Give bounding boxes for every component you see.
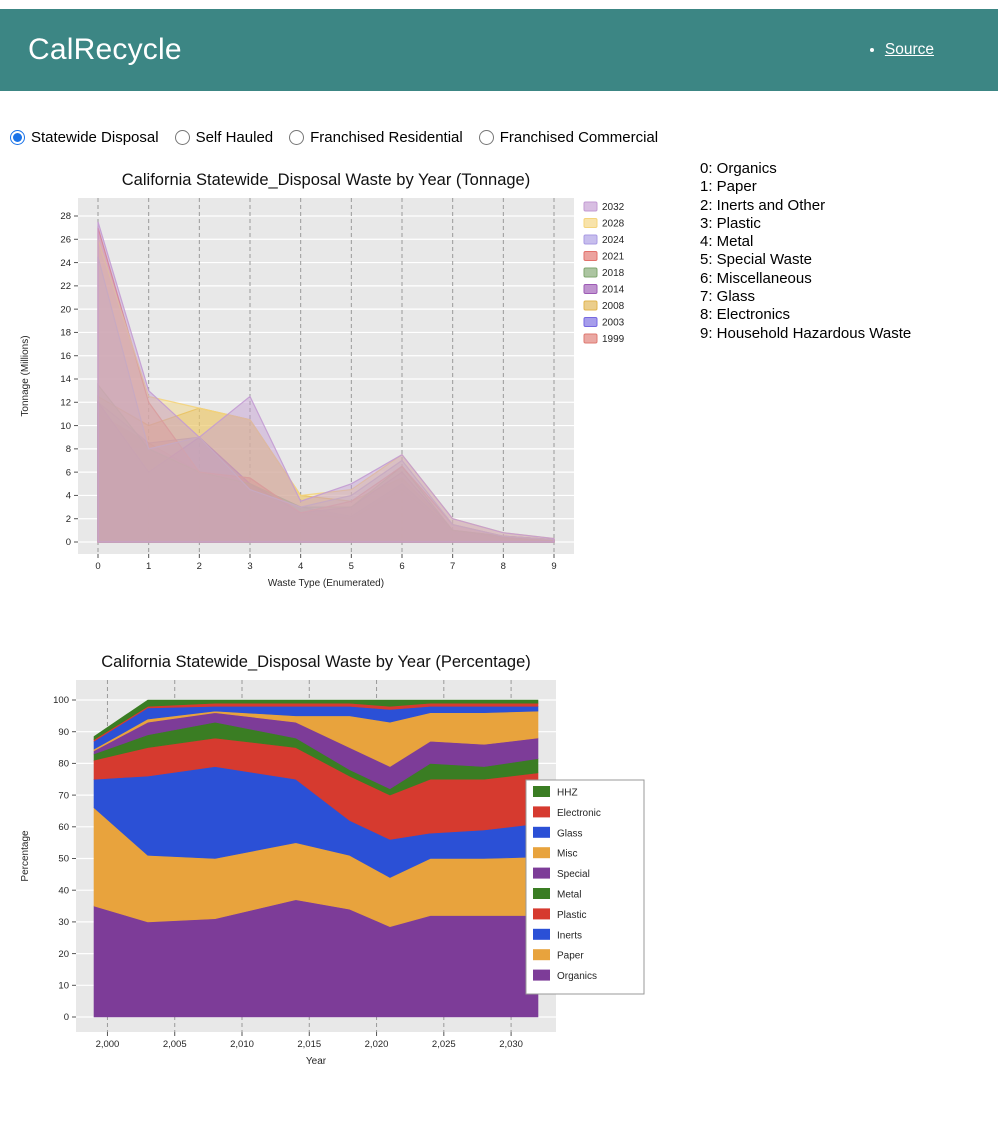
svg-text:12: 12 bbox=[60, 397, 71, 409]
svg-text:2,010: 2,010 bbox=[230, 1039, 254, 1050]
legend-label: 2018 bbox=[602, 268, 625, 279]
tonnage-chart bbox=[14, 158, 700, 610]
main-content bbox=[0, 158, 998, 1083]
app-title: CalRecycle bbox=[28, 33, 182, 66]
radio-label-text: Franchised Commercial bbox=[499, 129, 659, 146]
legend-label: 2032 bbox=[602, 202, 625, 213]
radio-input-self-hauled[interactable] bbox=[175, 130, 190, 145]
waste-key-item: 2: Inerts and Other bbox=[700, 196, 826, 214]
svg-text:3: 3 bbox=[247, 561, 253, 572]
legend-swatch bbox=[533, 806, 550, 817]
waste-key-item: 7: Glass bbox=[700, 288, 756, 306]
radio-label-text: Statewide Disposal bbox=[31, 129, 159, 146]
waste-key-item: 0: Organics bbox=[700, 160, 777, 177]
svg-text:6: 6 bbox=[65, 467, 71, 479]
tonnage-chart-canvas bbox=[14, 158, 664, 605]
svg-text:50: 50 bbox=[58, 853, 69, 865]
legend-swatch bbox=[533, 970, 550, 981]
svg-text:8: 8 bbox=[65, 444, 71, 456]
svg-text:20: 20 bbox=[58, 948, 69, 960]
svg-text:22: 22 bbox=[60, 281, 71, 293]
svg-text:9: 9 bbox=[551, 561, 557, 572]
source-link[interactable]: Source bbox=[884, 41, 934, 58]
svg-text:4: 4 bbox=[65, 490, 71, 502]
radio-input-franchised-commercial[interactable] bbox=[479, 130, 494, 145]
svg-text:Percentage: Percentage bbox=[20, 830, 31, 882]
svg-text:26: 26 bbox=[60, 234, 71, 246]
svg-text:1: 1 bbox=[146, 561, 152, 572]
legend-label: 2014 bbox=[602, 284, 625, 296]
svg-text:90: 90 bbox=[58, 726, 69, 738]
percentage-chart-canvas bbox=[14, 650, 674, 1078]
legend-swatch bbox=[584, 268, 597, 277]
legend-label: Inerts bbox=[557, 930, 583, 942]
legend-swatch bbox=[533, 929, 550, 940]
svg-text:0: 0 bbox=[63, 1012, 69, 1024]
legend-label: Metal bbox=[557, 889, 582, 901]
waste-key-item: 8: Electronics bbox=[700, 306, 791, 324]
legend-label: 2028 bbox=[602, 218, 625, 230]
legend-swatch bbox=[533, 888, 550, 899]
legend-swatch bbox=[584, 318, 597, 327]
legend-swatch bbox=[584, 202, 597, 211]
svg-text:10: 10 bbox=[60, 420, 71, 432]
radio-label-text: Franchised Residential bbox=[310, 129, 463, 146]
svg-text:16: 16 bbox=[60, 350, 71, 362]
svg-text:28: 28 bbox=[60, 211, 71, 223]
legend-swatch bbox=[533, 847, 550, 858]
radio-franchised-commercial[interactable] bbox=[479, 129, 658, 146]
legend-label: 2024 bbox=[602, 235, 625, 246]
svg-text:40: 40 bbox=[58, 885, 69, 897]
svg-text:2,030: 2,030 bbox=[499, 1039, 523, 1050]
radio-label-text: Self Hauled bbox=[195, 129, 274, 146]
svg-text:2,000: 2,000 bbox=[95, 1039, 120, 1050]
svg-text:2,020: 2,020 bbox=[364, 1039, 389, 1050]
legend-label: Paper bbox=[557, 950, 584, 962]
legend-swatch bbox=[584, 235, 597, 244]
svg-text:30: 30 bbox=[58, 917, 69, 929]
radio-input-statewide-disposal[interactable] bbox=[10, 130, 25, 145]
legend-label: Organics bbox=[557, 971, 598, 983]
legend-label: Glass bbox=[557, 828, 583, 840]
svg-text:4: 4 bbox=[298, 561, 304, 572]
radio-franchised-residential[interactable] bbox=[289, 129, 463, 146]
svg-text:10: 10 bbox=[58, 980, 69, 992]
svg-text:7: 7 bbox=[450, 561, 456, 572]
waste-key-item: 5: Special Waste bbox=[700, 251, 812, 269]
legend-label: HHZ bbox=[557, 787, 578, 799]
svg-text:70: 70 bbox=[58, 790, 69, 802]
dataset-radio-group bbox=[10, 129, 998, 146]
legend-label: 1999 bbox=[602, 334, 625, 345]
legend-label: Special bbox=[557, 869, 590, 881]
svg-text:100: 100 bbox=[53, 695, 69, 707]
legend-label: 2008 bbox=[602, 301, 625, 312]
waste-type-key bbox=[700, 158, 911, 343]
svg-text:2,015: 2,015 bbox=[297, 1039, 322, 1050]
legend-swatch bbox=[533, 786, 550, 797]
legend-label: Electronic bbox=[557, 807, 601, 819]
header-nav bbox=[885, 41, 968, 59]
legend-label: 2003 bbox=[602, 317, 625, 329]
svg-text:24: 24 bbox=[60, 257, 71, 269]
svg-text:Year: Year bbox=[305, 1056, 327, 1067]
legend-swatch bbox=[584, 252, 597, 261]
app-header bbox=[0, 9, 998, 91]
waste-key-item: 4: Metal bbox=[700, 233, 754, 251]
chart-title: California Statewide_Disposal Waste by Year (Tonnage) bbox=[121, 171, 531, 189]
svg-text:80: 80 bbox=[58, 758, 69, 770]
svg-text:2,025: 2,025 bbox=[431, 1039, 456, 1050]
svg-text:14: 14 bbox=[60, 374, 71, 386]
chart-title: California Statewide_Disposal Waste by Year (Percentage) bbox=[101, 653, 531, 671]
svg-text:5: 5 bbox=[348, 561, 354, 572]
legend-label: 2021 bbox=[602, 251, 625, 263]
legend-swatch bbox=[584, 219, 597, 228]
legend-swatch bbox=[533, 949, 550, 960]
waste-key-item: 9: Household Hazardous Waste bbox=[700, 324, 912, 342]
svg-text:Tonnage (Millions): Tonnage (Millions) bbox=[20, 335, 31, 417]
legend-swatch bbox=[584, 334, 597, 343]
svg-text:Waste Type (Enumerated): Waste Type (Enumerated) bbox=[267, 578, 385, 589]
percentage-chart bbox=[14, 650, 700, 1083]
waste-key-item: 6: Miscellaneous bbox=[700, 269, 812, 287]
legend-label: Misc bbox=[557, 848, 578, 860]
radio-self-hauled[interactable] bbox=[175, 129, 274, 146]
svg-text:2: 2 bbox=[65, 513, 71, 525]
charts-column bbox=[0, 158, 700, 1083]
legend-label: Plastic bbox=[557, 909, 587, 921]
nav-item-source bbox=[885, 41, 934, 59]
svg-text:60: 60 bbox=[58, 822, 69, 834]
waste-key-item: 1: Paper bbox=[700, 178, 757, 196]
svg-text:20: 20 bbox=[60, 304, 71, 316]
legend-swatch bbox=[533, 868, 550, 879]
legend-swatch bbox=[533, 827, 550, 838]
svg-text:6: 6 bbox=[399, 561, 405, 572]
legend-swatch bbox=[584, 285, 597, 294]
legend-swatch bbox=[584, 301, 597, 310]
radio-input-franchised-residential[interactable] bbox=[289, 130, 304, 145]
waste-key-item: 3: Plastic bbox=[700, 214, 761, 232]
legend-swatch bbox=[533, 908, 550, 919]
svg-text:8: 8 bbox=[500, 561, 506, 572]
svg-text:0: 0 bbox=[65, 537, 71, 549]
svg-text:0: 0 bbox=[95, 561, 101, 572]
radio-statewide-disposal[interactable] bbox=[10, 129, 159, 146]
svg-text:2: 2 bbox=[196, 561, 202, 572]
svg-text:2,005: 2,005 bbox=[162, 1039, 187, 1050]
svg-text:18: 18 bbox=[60, 327, 71, 339]
